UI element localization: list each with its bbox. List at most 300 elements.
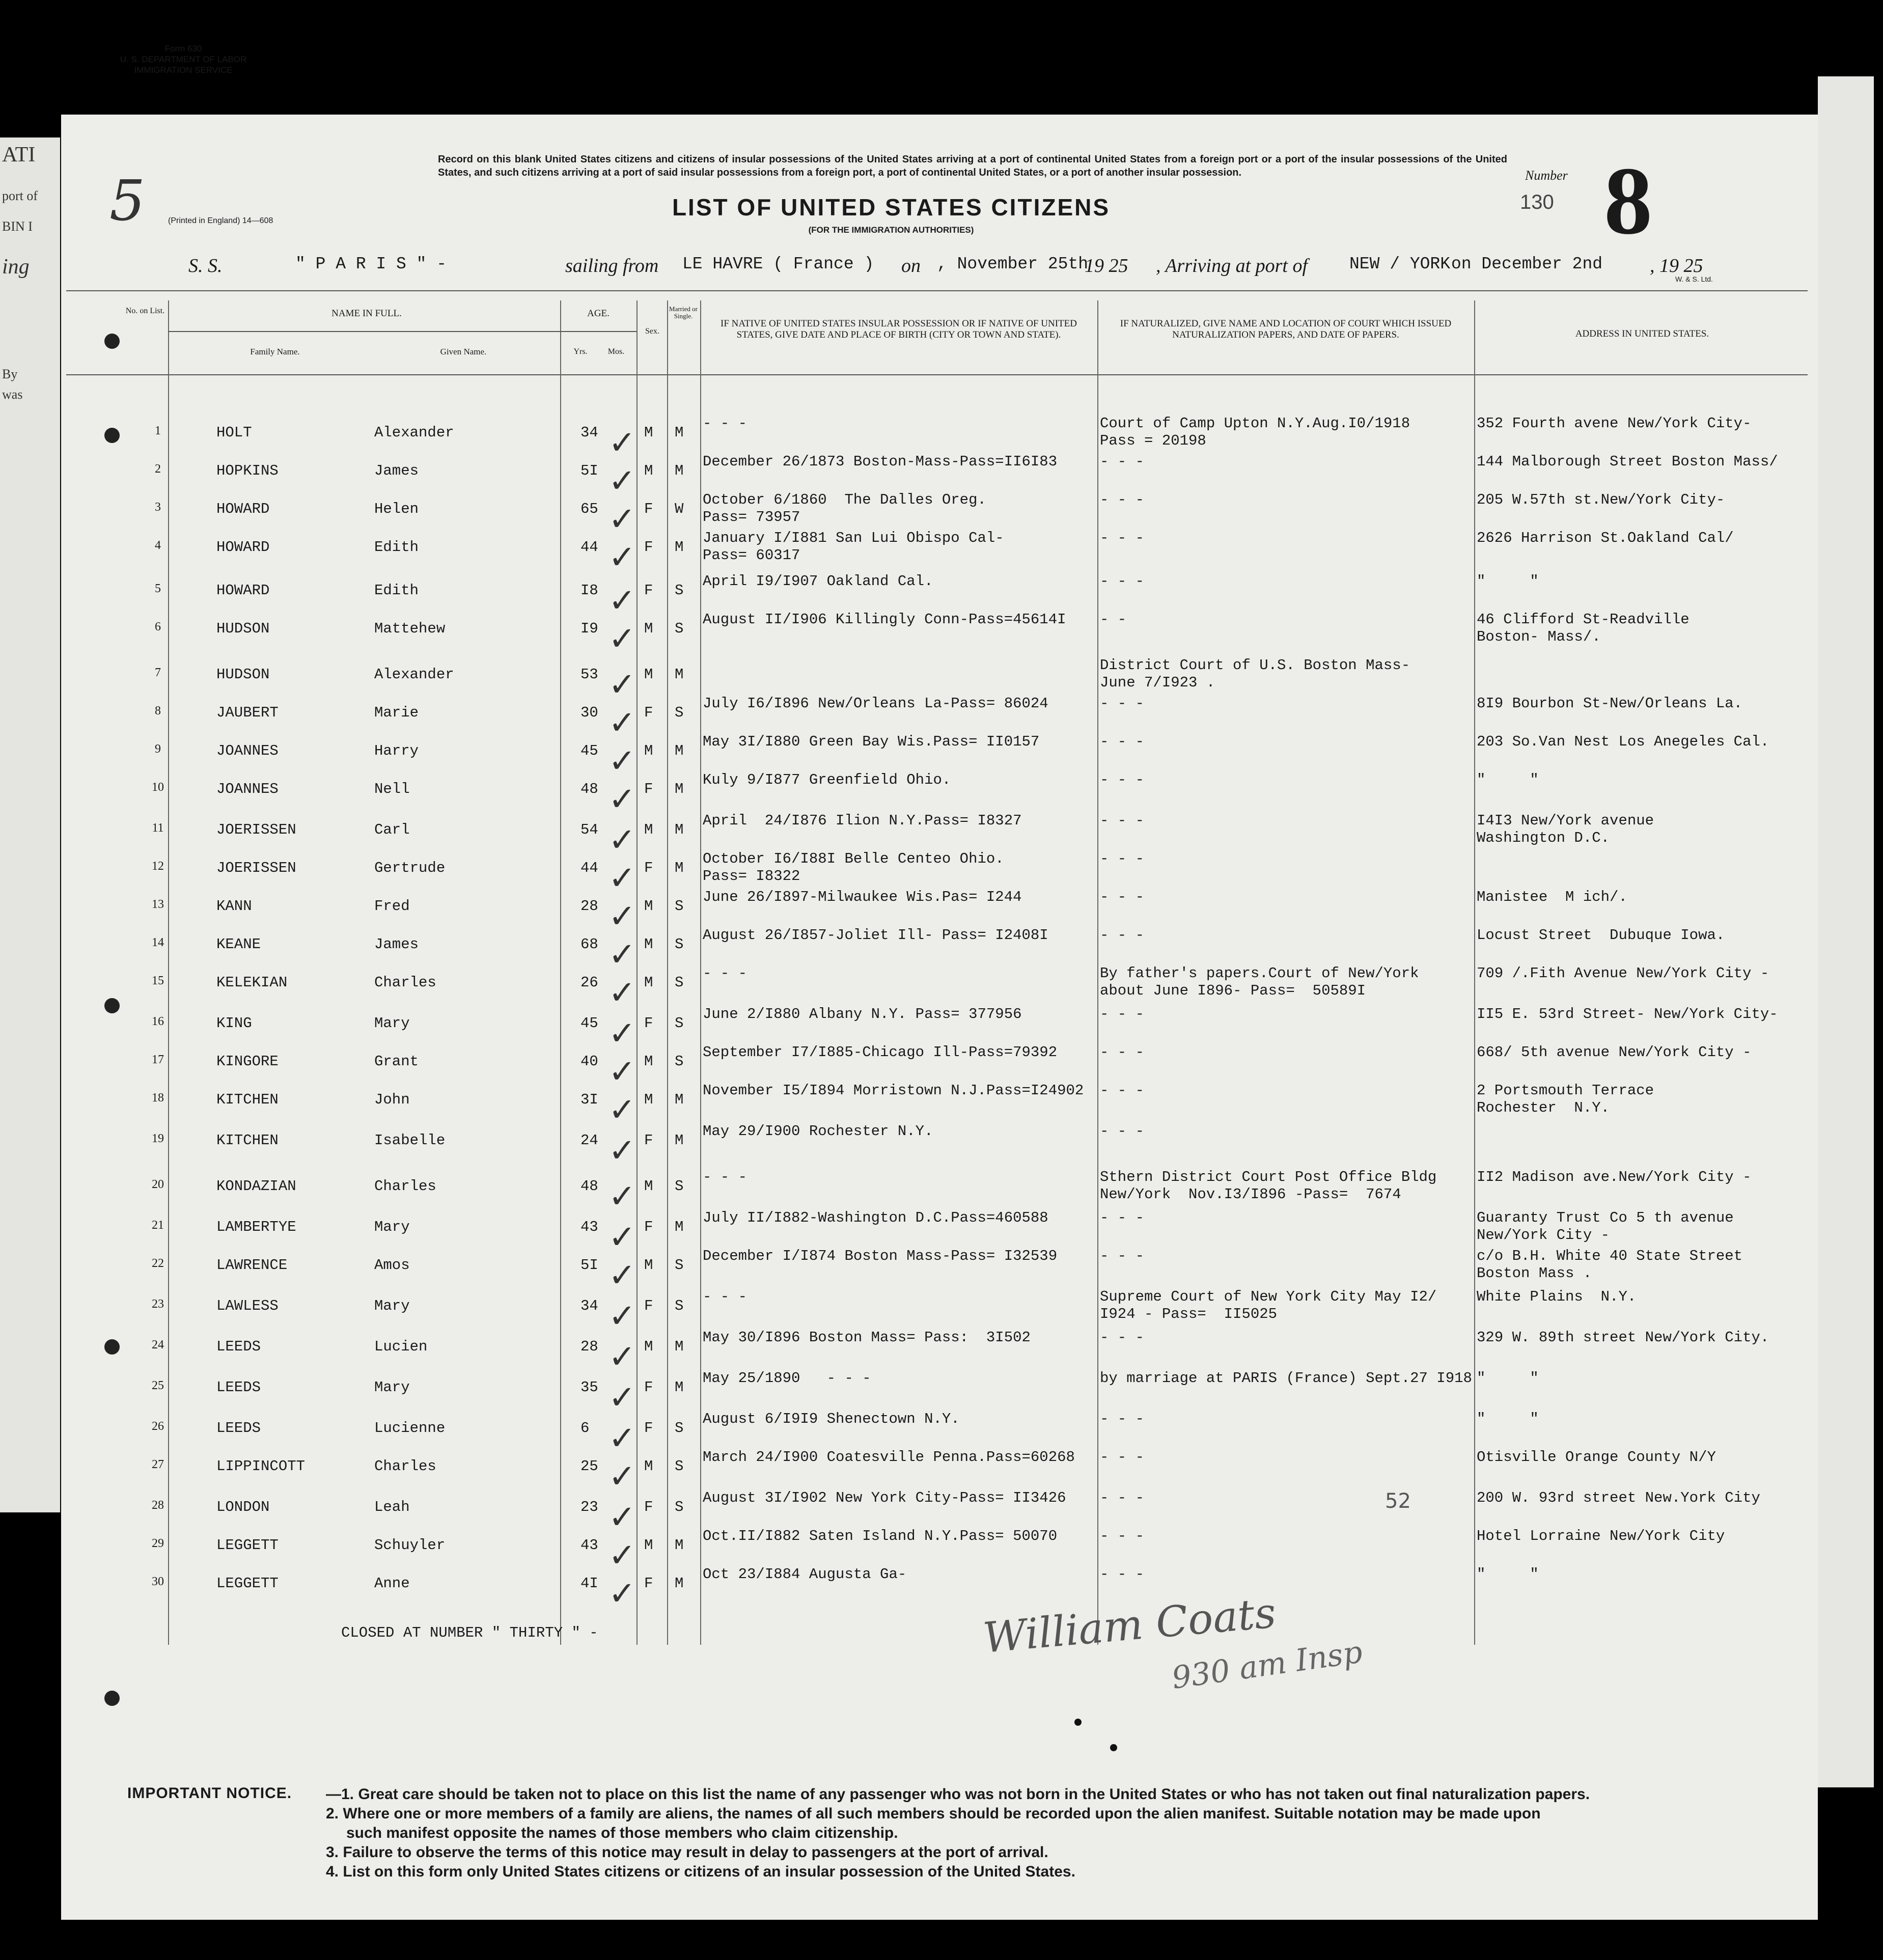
sex: M xyxy=(644,1537,653,1554)
given-name: Lucien xyxy=(374,1338,428,1355)
age-years: 43 xyxy=(580,1219,598,1235)
us-address: " " xyxy=(1477,1370,1539,1387)
on-label: on xyxy=(901,255,921,277)
birth-info: March 24/I900 Coatesville Penna.Pass=60268 xyxy=(703,1449,1075,1466)
checkmark-icon: ✓ xyxy=(608,539,636,576)
us-address: I4I3 New/York avenue Washington D.C. xyxy=(1477,812,1654,846)
given-name: Anne xyxy=(374,1575,410,1592)
birth-info: August II/I906 Killingly Conn-Pass=45614I xyxy=(703,611,1066,628)
ink-speck xyxy=(1074,1719,1082,1726)
birth-info: April 24/I876 Ilion N.Y.Pass= I8327 xyxy=(703,812,1022,829)
birth-info: Kuly 9/I877 Greenfield Ohio. xyxy=(703,771,951,788)
family-name: LAMBERTYE xyxy=(216,1219,296,1235)
family-name: JOERISSEN xyxy=(216,860,296,876)
sex: M xyxy=(644,1257,653,1274)
family-name: JOANNES xyxy=(216,781,279,797)
col-sex: Sex. xyxy=(645,327,659,336)
sex: M xyxy=(644,1338,653,1355)
naturalization-info: - - - xyxy=(1100,695,1145,712)
table-row xyxy=(122,1329,1813,1376)
age-years: I8 xyxy=(580,582,598,599)
ship-name: " P A R I S " - xyxy=(295,255,447,273)
sheet-number: 8 xyxy=(1604,148,1652,255)
row-number: 10 xyxy=(152,781,164,794)
given-name: Leah xyxy=(374,1499,410,1515)
col-mos: Mos. xyxy=(607,347,625,356)
notice-heading: IMPORTANT NOTICE. xyxy=(127,1785,292,1802)
given-name: Isabelle xyxy=(374,1132,446,1149)
checkmark-icon: ✓ xyxy=(608,781,636,818)
marital-status: S xyxy=(675,704,684,721)
row-number: 22 xyxy=(152,1257,164,1270)
family-name: KANN xyxy=(216,898,252,915)
sex: F xyxy=(644,781,653,797)
row-number: 14 xyxy=(152,936,164,949)
marital-status: S xyxy=(675,1178,684,1195)
arrival-port: NEW / YORK xyxy=(1349,255,1451,273)
birth-info: May 29/I900 Rochester N.Y. xyxy=(703,1123,933,1140)
checkmark-icon: ✓ xyxy=(608,1575,636,1613)
notice-item: 4. List on this form only United States citizens or citizens of an insular possession of the United States. xyxy=(326,1863,1075,1880)
naturalization-info: Supreme Court of New York City May I2/ I924 - Pass= II5025 xyxy=(1100,1288,1437,1322)
us-address: " " xyxy=(1477,573,1539,590)
age-years: 44 xyxy=(580,539,598,556)
header-bottom-rule xyxy=(66,374,1808,375)
us-address: 2 Portsmouth Terrace Rochester N.Y. xyxy=(1477,1082,1654,1116)
row-number: 7 xyxy=(155,666,161,679)
naturalization-info: - - - xyxy=(1100,1044,1145,1061)
closed-line: CLOSED AT NUMBER " THIRTY " - xyxy=(341,1624,598,1641)
marital-status: M xyxy=(675,860,684,876)
checkmark-icon: ✓ xyxy=(608,974,636,1012)
sex: M xyxy=(644,1091,653,1108)
checkmark-icon: ✓ xyxy=(608,1132,636,1170)
us-address: Locust Street Dubuque Iowa. xyxy=(1477,927,1725,944)
ss-label: S. S. xyxy=(188,255,223,277)
naturalization-info: - - - xyxy=(1100,733,1145,750)
row-number: 28 xyxy=(152,1499,164,1512)
birth-info: January I/I881 San Lui Obispo Cal- Pass= 60317 xyxy=(703,530,1004,564)
row-number: 20 xyxy=(152,1178,164,1191)
us-address: c/o B.H. White 40 State Street Boston Mass . xyxy=(1477,1248,1743,1282)
naturalization-info: - - - xyxy=(1100,1449,1145,1466)
birth-info: May 25/1890 - - - xyxy=(703,1370,871,1387)
marital-status: S xyxy=(675,1420,684,1437)
us-address: 8I9 Bourbon St-New/Orleans La. xyxy=(1477,695,1743,712)
age-years: 53 xyxy=(580,666,598,683)
birth-info: June 26/I897-Milwaukee Wis.Pas= I244 xyxy=(703,889,1022,905)
row-number: 11 xyxy=(152,821,164,835)
age-years: 34 xyxy=(580,1298,598,1314)
right-edge-fragment xyxy=(1818,76,1874,1787)
checkmark-icon: ✓ xyxy=(608,1178,636,1216)
table-row xyxy=(122,530,1813,576)
form-number-block: Form 630 U. S. DEPARTMENT OF LABOR IMMIGRATION SERVICE xyxy=(120,44,247,75)
given-name: James xyxy=(374,936,419,953)
birth-info: May 3I/I880 Green Bay Wis.Pass= II0157 xyxy=(703,733,1040,750)
age-years: 28 xyxy=(580,1338,598,1355)
row-number: 2 xyxy=(155,462,161,476)
family-name: HOPKINS xyxy=(216,462,279,479)
sex: M xyxy=(644,936,653,953)
notice-body xyxy=(326,1785,1803,1882)
sex: F xyxy=(644,1379,653,1396)
age-years: 24 xyxy=(580,1132,598,1149)
col-given: Given Name. xyxy=(440,347,487,356)
sex: F xyxy=(644,1575,653,1592)
us-address: II2 Madison ave.New/York City - xyxy=(1477,1169,1752,1185)
family-name: LIPPINCOTT xyxy=(216,1458,306,1475)
punch-hole xyxy=(104,334,120,349)
row-number: 13 xyxy=(152,898,164,911)
marital-status: M xyxy=(675,1575,684,1592)
given-name: Harry xyxy=(374,742,419,759)
row-number: 9 xyxy=(155,742,161,756)
age-years: 5I xyxy=(580,1257,598,1274)
marital-status: S xyxy=(675,936,684,953)
us-address: II5 E. 53rd Street- New/York City- xyxy=(1477,1006,1778,1023)
notice-item: such manifest opposite the names of those members who claim citizenship. xyxy=(346,1825,898,1841)
table-row xyxy=(122,1169,1813,1216)
inspector-note: 930 am Insp xyxy=(1169,1634,1365,1696)
col-naturalized: IF NATURALIZED, GIVE NAME AND LOCATION OF COURT WHICH ISSUED NATURALIZATION PAPERS, AND DATE OF PAPERS. xyxy=(1120,318,1452,340)
us-address: 200 W. 93rd street New.York City xyxy=(1477,1489,1760,1506)
family-name: JAUBERT xyxy=(216,704,279,721)
birth-info: July I6/I896 New/Orleans La-Pass= 86024 xyxy=(703,695,1048,712)
us-address: 352 Fourth avene New/York City- xyxy=(1477,415,1752,432)
family-name: KING xyxy=(216,1015,252,1032)
voyage-line xyxy=(122,255,1752,283)
row-number: 17 xyxy=(152,1053,164,1066)
given-name: Alexander xyxy=(374,424,454,441)
age-years: 25 xyxy=(580,1458,598,1475)
col-birth: IF NATIVE OF UNITED STATES INSULAR POSSESSION OR IF NATIVE OF UNITED STATES, GIVE DATE AND PLACE OF BIRTH (CITY OR TOWN AND STATE). xyxy=(721,318,1077,340)
page-title: LIST OF UNITED STATES CITIZENS xyxy=(672,194,1111,220)
table-row xyxy=(122,1566,1813,1613)
sex: M xyxy=(644,1178,653,1195)
checkmark-icon: ✓ xyxy=(608,1219,636,1256)
birth-info: December 26/1873 Boston-Mass-Pass=II6I83 xyxy=(703,453,1058,470)
number-label: Number xyxy=(1525,168,1568,183)
notice-item: 2. Where one or more members of a family are aliens, the names of all such members should be recorded upon the alien manifest. Suitable notation may be made upon xyxy=(326,1805,1541,1822)
us-address: 2626 Harrison St.Oakland Cal/ xyxy=(1477,530,1734,546)
year-1: 19 25 xyxy=(1085,255,1128,277)
departure-port: LE HAVRE ( France ) xyxy=(682,255,874,273)
age-years: 23 xyxy=(580,1499,598,1515)
checkmark-icon: ✓ xyxy=(608,1420,636,1457)
row-number: 30 xyxy=(152,1575,164,1588)
name-subrule xyxy=(168,331,636,332)
checkmark-icon: ✓ xyxy=(608,898,636,935)
family-name: LONDON xyxy=(216,1499,270,1515)
age-years: 5I xyxy=(580,462,598,479)
row-number: 27 xyxy=(152,1458,164,1471)
checkmark-icon: ✓ xyxy=(608,424,636,462)
birth-info: October 6/1860 The Dalles Oreg. Pass= 73957 xyxy=(703,491,986,526)
checkmark-icon: ✓ xyxy=(608,1091,636,1129)
birth-info: November I5/I894 Morristown N.J.Pass=I24902 xyxy=(703,1082,1084,1099)
given-name: Alexander xyxy=(374,666,454,683)
col-family: Family Name. xyxy=(250,347,300,356)
table-row xyxy=(122,1082,1813,1129)
marital-status: W xyxy=(675,501,684,517)
row-number: 15 xyxy=(152,974,164,987)
family-name: HOWARD xyxy=(216,501,270,517)
age-years: 40 xyxy=(580,1053,598,1070)
family-name: LEEDS xyxy=(216,1379,261,1396)
table-row xyxy=(122,1449,1813,1496)
printer-mark: W. & S. Ltd. xyxy=(1675,275,1713,283)
checkmark-icon: ✓ xyxy=(608,1015,636,1053)
row-number: 16 xyxy=(152,1015,164,1028)
age-years: 45 xyxy=(580,742,598,759)
checkmark-icon: ✓ xyxy=(608,620,636,658)
age-years: 68 xyxy=(580,936,598,953)
age-years: 44 xyxy=(580,860,598,876)
table-row xyxy=(122,611,1813,658)
marital-status: M xyxy=(675,666,684,683)
birth-info: December I/I874 Boston Mass-Pass= I32539 xyxy=(703,1248,1058,1264)
punch-hole xyxy=(104,1691,120,1706)
given-name: Mattehew xyxy=(374,620,446,637)
table-row xyxy=(122,812,1813,859)
family-name: KITCHEN xyxy=(216,1132,279,1149)
checkmark-icon: ✓ xyxy=(608,742,636,780)
age-years: 48 xyxy=(580,781,598,797)
birth-info: - - - xyxy=(703,415,747,432)
sex: F xyxy=(644,501,653,517)
family-name: HUDSON xyxy=(216,666,270,683)
us-address: 709 /.Fith Avenue New/York City - xyxy=(1477,965,1769,982)
sailing-label: sailing from xyxy=(565,255,659,277)
given-name: Mary xyxy=(374,1015,410,1032)
given-name: Helen xyxy=(374,501,419,517)
row-number: 12 xyxy=(152,860,164,873)
us-address: " " xyxy=(1477,1566,1539,1583)
row-number: 5 xyxy=(155,582,161,595)
given-name: Marie xyxy=(374,704,419,721)
birth-info: - - - xyxy=(703,965,747,982)
sex: F xyxy=(644,1132,653,1149)
sex: M xyxy=(644,821,653,838)
checkmark-icon: ✓ xyxy=(608,1338,636,1376)
checkmark-icon: ✓ xyxy=(608,1499,636,1536)
us-address: " " xyxy=(1477,1411,1539,1427)
age-years: 28 xyxy=(580,898,598,915)
age-years: 34 xyxy=(580,424,598,441)
list-number: 130 xyxy=(1520,191,1554,213)
naturalization-info: - - - xyxy=(1100,1248,1145,1264)
marital-status: S xyxy=(675,1499,684,1515)
age-years: 35 xyxy=(580,1379,598,1396)
marital-status: M xyxy=(675,781,684,797)
punch-hole xyxy=(104,998,120,1013)
checkmark-icon: ✓ xyxy=(608,501,636,538)
naturalization-info: by marriage at PARIS (France) Sept.27 I918 xyxy=(1100,1370,1472,1387)
age-years: 4I xyxy=(580,1575,598,1592)
row-number: 26 xyxy=(152,1420,164,1433)
checkmark-icon: ✓ xyxy=(608,1379,636,1417)
sex: M xyxy=(644,1053,653,1070)
naturalization-info: - - - xyxy=(1100,1411,1145,1427)
sex: F xyxy=(644,1298,653,1314)
marital-status: S xyxy=(675,974,684,991)
birth-info: August 3I/I902 New York City-Pass= II3426 xyxy=(703,1489,1066,1506)
sex: M xyxy=(644,1458,653,1475)
row-number: 8 xyxy=(155,704,161,717)
notice-item: 3. Failure to observe the terms of this notice may result in delay to passengers at the port of arrival. xyxy=(326,1844,1048,1861)
birth-info: October I6/I88I Belle Centeo Ohio. Pass= I8322 xyxy=(703,850,1004,885)
given-name: Charles xyxy=(374,1178,436,1195)
table-row xyxy=(122,1288,1813,1335)
col-age: AGE. xyxy=(587,308,610,319)
age-years: 48 xyxy=(580,1178,598,1195)
marital-status: M xyxy=(675,1132,684,1149)
sex: M xyxy=(644,974,653,991)
sex: F xyxy=(644,1420,653,1437)
naturalization-info: Sthern District Court Post Office Bldg New/York Nov.I3/I896 -Pass= 7674 xyxy=(1100,1169,1437,1203)
table-row xyxy=(122,1123,1813,1170)
table-row xyxy=(122,1411,1813,1457)
marital-status: S xyxy=(675,1015,684,1032)
given-name: Mary xyxy=(374,1219,410,1235)
us-address: Hotel Lorraine New/York City xyxy=(1477,1528,1725,1544)
birth-info: May 30/I896 Boston Mass= Pass: 3I502 xyxy=(703,1329,1031,1346)
arrival-date: on December 2nd xyxy=(1451,255,1603,273)
family-name: LEEDS xyxy=(216,1338,261,1355)
record-instructions: Record on this blank United States citizens and citizens of insular possessions of the United States arriving at a port of continental United States from a foreign port or a port of the insular possessions of the United States, and such citizens arriving at a port of said insular possessions from a foreign port, a port of continental United States, or a port of another insular possession. xyxy=(438,154,1507,178)
departure-date: , November 25th xyxy=(937,255,1089,273)
checkmark-icon: ✓ xyxy=(608,936,636,974)
inspector-signature: William Coats xyxy=(981,1589,1278,1663)
given-name: Mary xyxy=(374,1298,410,1314)
checkmark-icon: ✓ xyxy=(608,1458,636,1496)
birth-info: September I7/I885-Chicago Ill-Pass=79392 xyxy=(703,1044,1058,1061)
family-name: LEGGETT xyxy=(216,1537,279,1554)
naturalization-info: - - - xyxy=(1100,530,1145,546)
notice-item: —1. Great care should be taken not to place on this list the name of any passenger who was not born in the United States or who has not taken out final naturalization papers. xyxy=(326,1786,1590,1803)
row-number: 1 xyxy=(155,424,161,437)
row-number: 6 xyxy=(155,620,161,633)
punch-hole xyxy=(104,1339,120,1355)
row-number: 18 xyxy=(152,1091,164,1105)
birth-info: July II/I882-Washington D.C.Pass=460588 xyxy=(703,1209,1048,1226)
ink-speck xyxy=(1110,1744,1117,1751)
row-number: 24 xyxy=(152,1338,164,1351)
marital-status: S xyxy=(675,582,684,599)
sex: M xyxy=(644,462,653,479)
sex: M xyxy=(644,898,653,915)
given-name: Amos xyxy=(374,1257,410,1274)
handwritten-mark: 5 xyxy=(109,168,145,233)
row-number: 4 xyxy=(155,539,161,552)
checkmark-icon: ✓ xyxy=(608,462,636,500)
family-name: KITCHEN xyxy=(216,1091,279,1108)
sex: M xyxy=(644,666,653,683)
us-address: Otisville Orange County N/Y xyxy=(1477,1449,1716,1466)
given-name: Carl xyxy=(374,821,410,838)
family-name: JOERISSEN xyxy=(216,821,296,838)
age-years: 26 xyxy=(580,974,598,991)
naturalization-info: - - - xyxy=(1100,1489,1145,1506)
checkmark-icon: ✓ xyxy=(608,1298,636,1335)
naturalization-info: By father's papers.Court of New/York about June I896- Pass= 50589I xyxy=(1100,965,1419,999)
marital-status: S xyxy=(675,1257,684,1274)
birth-info: June 2/I880 Albany N.Y. Pass= 377956 xyxy=(703,1006,1022,1023)
us-address: 205 W.57th st.New/York City- xyxy=(1477,491,1725,508)
col-address: ADDRESS IN UNITED STATES. xyxy=(1575,328,1709,339)
family-name: HOWARD xyxy=(216,539,270,556)
left-edge-fragment: ATI port of BIN I ing By was xyxy=(0,137,60,1512)
col-name: NAME IN FULL. xyxy=(331,308,402,319)
naturalization-info: - - - xyxy=(1100,889,1145,905)
family-name: JOANNES xyxy=(216,742,279,759)
family-name: KONDAZIAN xyxy=(216,1178,296,1195)
given-name: James xyxy=(374,462,419,479)
naturalization-info: - - - xyxy=(1100,573,1145,590)
family-name: LEEDS xyxy=(216,1420,261,1437)
given-name: Mary xyxy=(374,1379,410,1396)
checkmark-icon: ✓ xyxy=(608,666,636,704)
row-number: 3 xyxy=(155,501,161,514)
naturalization-info: - - - xyxy=(1100,771,1145,788)
naturalization-info: - - - xyxy=(1100,1082,1145,1099)
marital-status: M xyxy=(675,1091,684,1108)
col-married: Married or Single. xyxy=(669,305,698,320)
marital-status: M xyxy=(675,1338,684,1355)
age-years: 3I xyxy=(580,1091,598,1108)
family-name: KEANE xyxy=(216,936,261,953)
sex: M xyxy=(644,620,653,637)
row-number: 29 xyxy=(152,1537,164,1550)
sex: F xyxy=(644,860,653,876)
table-row xyxy=(122,771,1813,818)
row-number: 25 xyxy=(152,1379,164,1392)
marital-status: S xyxy=(675,898,684,915)
marital-status: M xyxy=(675,1219,684,1235)
marital-status: M xyxy=(675,462,684,479)
naturalization-info: - - - xyxy=(1100,491,1145,508)
naturalization-info: - - - xyxy=(1100,1528,1145,1544)
marital-status: M xyxy=(675,539,684,556)
arriving-label: , Arriving at port of xyxy=(1156,255,1308,277)
checkmark-icon: ✓ xyxy=(608,1537,636,1575)
table-row xyxy=(122,1370,1813,1417)
birth-info: Oct.II/I882 Saten Island N.Y.Pass= 50070 xyxy=(703,1528,1058,1544)
family-name: HOWARD xyxy=(216,582,270,599)
birth-info: April I9/I907 Oakland Cal. xyxy=(703,573,933,590)
marital-status: M xyxy=(675,1537,684,1554)
marital-status: S xyxy=(675,1053,684,1070)
age-years: I9 xyxy=(580,620,598,637)
us-address: " " xyxy=(1477,771,1539,788)
sex: F xyxy=(644,539,653,556)
given-name: John xyxy=(374,1091,410,1108)
sex: F xyxy=(644,1499,653,1515)
naturalization-info: - - - xyxy=(1100,1006,1145,1023)
age-years: 65 xyxy=(580,501,598,517)
marital-status: S xyxy=(675,620,684,637)
marital-status: M xyxy=(675,821,684,838)
birth-info: - - - xyxy=(703,1169,747,1185)
marital-status: S xyxy=(675,1458,684,1475)
punch-hole xyxy=(104,428,120,443)
table-top-rule xyxy=(66,290,1808,291)
marital-status: M xyxy=(675,424,684,441)
col-yrs: Yrs. xyxy=(573,347,588,356)
sex: F xyxy=(644,1219,653,1235)
birth-info: August 26/I857-Joliet Ill- Pass= I2408I xyxy=(703,927,1048,944)
